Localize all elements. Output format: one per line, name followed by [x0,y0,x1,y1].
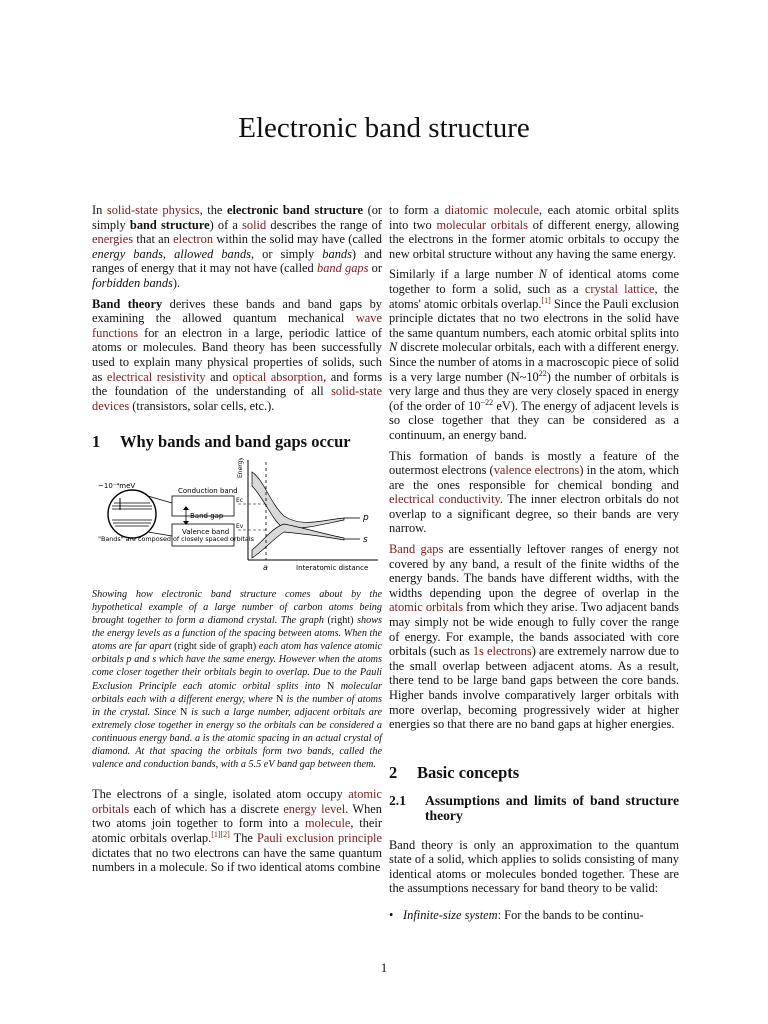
label-conduction: Conduction band [178,486,238,495]
list-item: • Infinite-size system: For the bands to be continu- [389,907,644,922]
link-optical-absorption[interactable]: optical absorption [232,369,324,384]
right-paragraph-1: to form a diatomic molecule, each atomic orbital splits into two molecular orbitals of different energy, allowing the electrons in the former atomic orbitals to occupy the new orbital structure without any having the same energy. [389,203,679,261]
link-atomic-orbitals-2[interactable]: atomic orbitals [389,600,464,615]
right-paragraph-4: Band gaps are essentially leftover ranges of energy not covered by any band, a result of the finite widths of the energy bands. The bands have different widths, with the widths depending upon the degree of overlap in the atomic orbitals from which they arise. Two adjacent bands may simply not be wide enough to fully cover the range of energy. For example, the bands associated with core orbitals (such as 1s electrons) are extremely narrow due to the small overlap between adjacent atoms. As a result, there tend to be large band gaps between the core bands. Higher bands involve comparatively larger orbitals with more overlap, becoming progressively wider at higher energies so that there are no band gaps at higher energies. [389,542,679,732]
section-2-1-paragraph: Band theory is only an approximation to the quantum state of a solid, which applies to solids consisting of many identical atoms or molecules bonded together. These are the assumptions necessary for band theory to be valid: [389,837,679,896]
link-electrical-conductivity[interactable]: electrical conductivity [389,492,500,507]
page-number: 1 [380,960,388,975]
label-interatomic-distance: Interatomic distance [296,563,369,572]
label-ec: Ec [236,496,244,504]
link-electron[interactable]: electron [173,232,214,247]
section-2-heading: 2 Basic concepts [389,762,520,782]
link-solid[interactable]: solid [242,217,267,232]
link-energies[interactable]: energies [92,232,134,247]
bullet-icon: • [389,907,394,922]
label-p: p [363,512,369,523]
link-energy-level[interactable]: energy level [283,801,346,816]
label-a: a [263,562,268,572]
link-band-gaps[interactable]: band gaps [317,261,369,276]
link-crystal-lattice[interactable]: crystal lattice [584,281,655,296]
link-molecular-orbitals[interactable]: molecular orbitals [436,217,528,232]
band-structure-figure [92,458,382,578]
label-band-gap: Band gap [190,511,224,520]
link-1s-electrons[interactable]: 1s electrons [472,644,532,659]
section-2-1-heading: 2.1 Assumptions and limits of band structure theory [389,793,679,823]
right-paragraph-3: This formation of bands is mostly a feature of the outermost electrons (valence electrons) in the atom, which are the ones responsible for chemical bonding and electrical conductivity. The inner electron orbitals do not overlap to a significant degree, so their bands are very narrow. [389,448,679,536]
left-paragraph-3: The electrons of a single, isolated atom occupy atomic orbitals each of which has a discrete energy level. When two atoms join together to form into a molecule, their atomic orbitals overlap.[1][2] The Pauli exclusion principle dictates that no two electrons can have the same quantum numbers in a molecule. So if two identical atoms combine [92,787,383,875]
page-title: Electronic band structure [238,112,530,144]
section-1-heading: 1 Why bands and band gaps occur [92,432,351,452]
left-column [92,203,382,881]
label-bands-note: "Bands" are composed of closely spaced orbitals [98,534,254,543]
link-solid-state-physics[interactable]: solid-state physics [106,203,200,217]
link-wave-functions[interactable]: wave functions [92,311,382,340]
figure-caption: Showing how electronic band structure comes about by the hypothetical example of a large number of carbon atoms being brought together to form a diamond crystal. The graph (right) shows the energy levels as a function of the spacing between atoms. When the atoms are far apart (right side of graph) each atom has valence atomic orbitals p and s which have the same energy. However when the atoms come closer together their orbitals begin to overlap. Due to the Pauli Exclusion Principle each atomic orbital splits into N molecular orbitals each with a different energy, where N is the number of atoms in the crystal. Since N is such a large number, adjacent orbitals are extremely close together in energy so the orbitals can be considered a continuous energy band. a is the atomic spacing in an actual crystal of diamond. At that spacing the orbitals form two bands, called the valence and conduction bands, with a 5.5 eV band gap between them. [92,588,383,771]
link-solid-state-devices[interactable]: solid-state devices [92,384,382,413]
intro-paragraph-2: Band theory derives these bands and band gaps by examining the allowed quantum mechanical wave functions for an electron in a large, periodic lattice of atoms or molecules. Band theory has been successfully used to explain many physical properties of solids, such as electrical resistivity and optical absorption, and forms the foundation of the understanding of all solid-state devices (transistors, solar cells, etc.). [92,296,383,413]
intro-paragraph-1: In solid-state physics, the electronic band structure (or simply band structure) of a solid describes the range of energies that an electron within the solid may have (called energy bands, allowed bands, or simply bands) and ranges of energy that it may not have (called band gaps or forbidden bands). [92,203,383,290]
link-pauli-exclusion[interactable]: Pauli exclusion principle [256,831,382,845]
label-ev: Ev [236,522,244,530]
right-paragraph-2: Similarly if a large number N of identical atoms come together to form a solid, such as a crystal lattice, the atoms' atomic orbitals overlap.[1] Since the Pauli exclusion principle dictates that no two electrons in the solid have the same quantum numbers, each atomic orbital splits into N discrete molecular orbitals, each with a different energy. Since the number of atoms in a macroscopic piece of solid is a very large number $(N\sim 10^{22})$ the number of orbitals is very large and thus they are very closely spaced in energy (of the order of $10^{-22}$ eV). The energy of adjacent levels is so close together that they can be considered as a continuum, an energy band. [389,267,680,442]
citation-1[interactable]: [1] [541,295,551,305]
link-band-gaps-2[interactable]: Band gaps [389,542,444,557]
label-energy: Energy [237,457,244,478]
link-valence-electrons[interactable]: valence electrons [493,463,580,478]
label-s: s [363,534,368,545]
atom-circle [108,490,156,538]
citation-1-2[interactable]: [1][2] [211,829,230,839]
label-valence: Valence band [182,527,230,536]
link-electrical-resistivity[interactable]: electrical resistivity [106,369,206,384]
right-column [389,203,679,923]
link-atomic-orbitals[interactable]: atomic orbitals [92,787,382,816]
band-diagram-svg [92,458,382,578]
link-molecule[interactable]: molecule [304,816,351,831]
label-10mev: ~10⁻⁴meV [98,481,136,490]
link-diatomic-molecule[interactable]: diatomic molecule [444,203,539,217]
